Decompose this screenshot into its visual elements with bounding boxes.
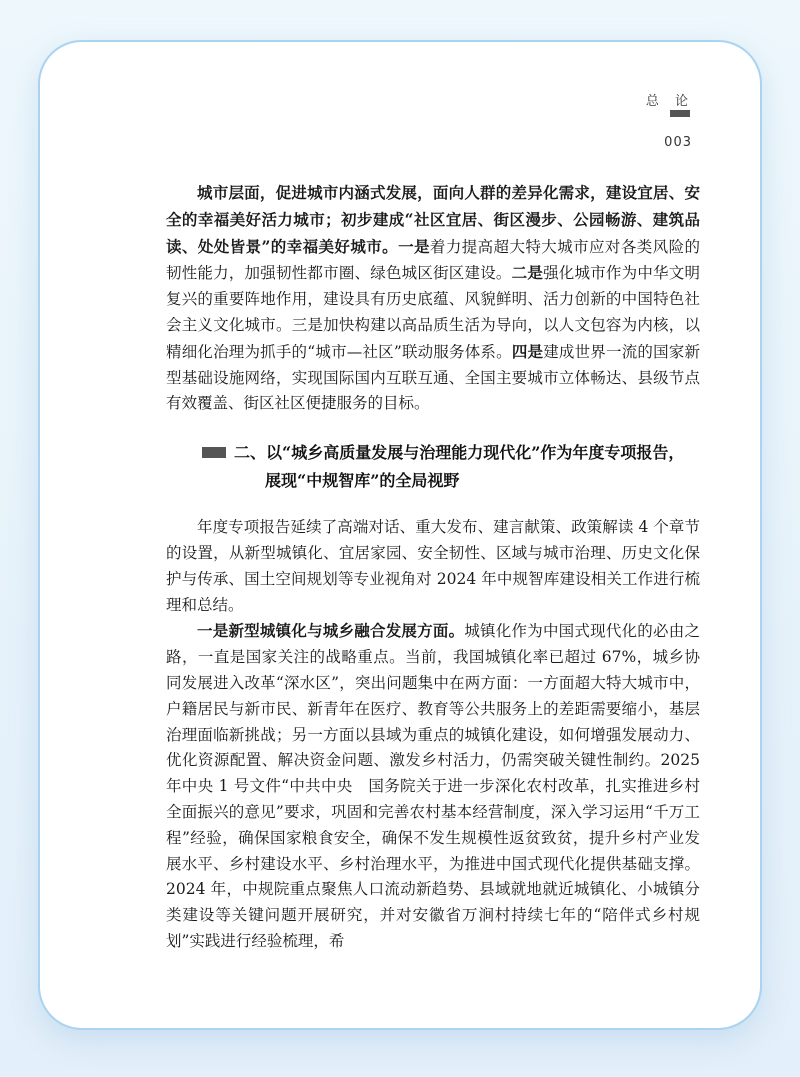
point-one-label: 一是: [398, 236, 430, 256]
paragraph-annual-report: 年度专项报告延续了高端对话、重大发布、建言献策、政策解读 4 个章节的设置，从新型城镇化、宜居家园、安全韧性、区域与城市治理、历史文化保护与传承、国土空间规划等专业视角对 2024 年中规智库建设相关工作进行梳理和总结。: [166, 518, 700, 614]
paragraph-urbanization-text: 城镇化作为中国式现代化的必由之路，一直是国家关注的战略重点。当前，我国城镇化率已超过 67%，城乡协同发展进入改革“深水区”，突出问题集中在两方面：一方面超大特大城市中，户籍居民与新市民、新青年在医疗、教育等公共服务上的差距需要缩小，基层治理面临新挑战；另一方面以县域为重点的城镇化建设，如何增强发展动力、优化资源配置、解决资金问题、激发乡村活力，仍需突破关键性制约。2025 年中央 1 号文件“中共中央 国务院关于进一步深化农村改革，扎实推进乡村全面振兴的意见”要求，巩固和完善农村基本经营制度，深入学习运用“千万工程”经验，确保国家粮食安全，确保不发生规模性返贫致贫，提升乡村产业发展水平、乡村建设水平、乡村治理水平，为推进中国式现代化提供基础支撑。2024 年，中规院重点聚焦人口流动新趋势、县域就地就近城镇化、小城镇分类建设等关键问题开展研究，并对安徽省万涧村持续七年的“陪伴式乡村规划”实践进行经验梳理，希: [166, 622, 700, 950]
paragraph-urbanization: [166, 618, 700, 954]
section-marker: [202, 447, 226, 458]
point-two-label: 二是: [511, 263, 544, 283]
point-two-text: 强化城市作为中华文明复兴的重要阵地作用，建设具有历史底蕴、风貌鲜明、活力创新的中国特色社会主义文化城市。: [166, 264, 700, 334]
paragraph-lead-bold: 城市层面，促进城市内涵式发展，面向人群的差异化需求，建设宜居、安全的幸福美好活力城市；初步建成“社区宜居、街区漫步、公园畅游、建筑品读、处处皆景”的幸福美好城市。: [166, 183, 700, 256]
point-three-label: 三是: [291, 315, 324, 334]
section-heading-line-1: 二、以“城乡高质量发展与治理能力现代化”作为年度专项报告，: [234, 443, 685, 463]
section-heading: [40, 439, 702, 495]
point-four-label: 四是: [511, 341, 544, 361]
running-head-rule: [670, 110, 690, 117]
body-text: [166, 180, 700, 955]
section-heading-line-2: 展现“中规智库”的全局视野: [265, 471, 460, 491]
page-number: 003: [664, 135, 692, 150]
paragraph-city-level: [166, 180, 700, 417]
point-four-text: 建成世界一流的国家新型基础设施网络，实现国际国内互联互通、全国主要城市立体畅达、县级节点有效覆盖、街区社区便捷服务的目标。: [166, 342, 700, 413]
point-three-text: 加快构建以高品质生活为导向，以人文包容为内核，以精细化治理为抓手的“城市—社区”联动服务体系。: [166, 315, 700, 361]
running-head: 总 论: [645, 94, 694, 109]
paragraph-lead-bold: 一是新型城镇化与城乡融合发展方面。: [197, 621, 465, 641]
point-one-text: 着力提高超大特大城市应对各类风险的韧性能力，加强韧性都市圈、绿色城区街区建设。: [166, 237, 700, 283]
document-page: [38, 40, 762, 1030]
